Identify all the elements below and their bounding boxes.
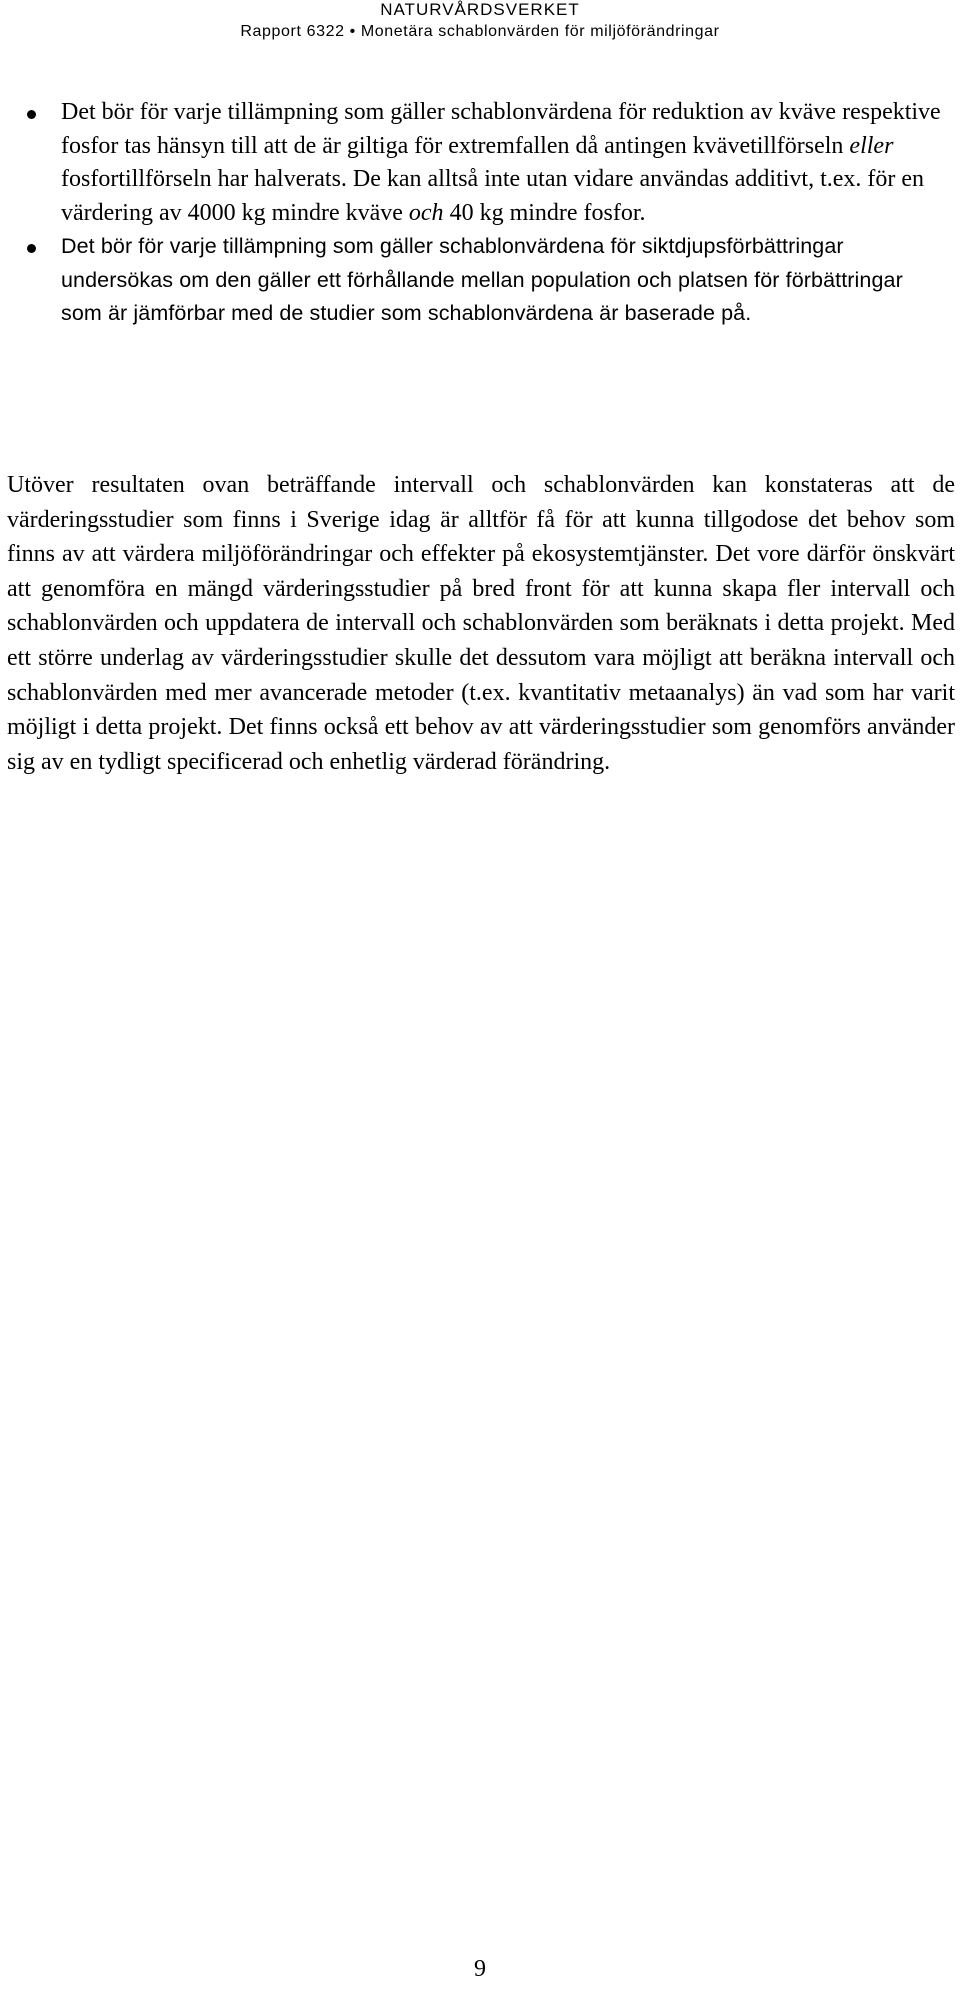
bullet-text: [61, 96, 941, 230]
bullet-item: [0, 96, 941, 230]
bullet-list: [0, 96, 960, 331]
bullet-text-segment: 40 kg mindre fosfor.: [443, 199, 646, 226]
body-paragraph: Utöver resultaten ovan beträffande intervall och schablonvärden kan konstateras att de värderingsstudier som finns i Sverige idag är alltför få för att kunna tillgodose det behov som finns av att värdera miljöförändringar och effekter på ekosystemtjänster. Det vore därför önskvärt att genomföra en mängd värderingsstudier på bred front för att kunna skapa fler intervall och schablonvärden och uppdatera de intervall och schablonvärden som beräknats i detta projekt. Med ett större underlag av värderingsstudier skulle det dessutom vara möjligt att beräkna intervall och schablonvärden med mer avancerade metoder (t.ex. kvantitativ metaanalys) än vad som har varit möjligt i detta projekt. Det finns också ett behov av att värderingsstudier som genomförs använder sig av en tydligt specificerad och enhetlig värderad förändring.: [7, 472, 955, 775]
page-number: 9: [474, 1956, 486, 1982]
header-organization: NATURVÅRDSVERKET: [380, 0, 580, 19]
bullet-dot-icon: [27, 110, 36, 119]
header-report-line: Rapport 6322 • Monetära schablonvärden för miljöförändringar: [240, 23, 720, 40]
bullet-item: [0, 230, 941, 331]
bullet-text-segment: Det bör för varje tillämpning som gäller schablonvärdena för reduktion av kväve respektive fosfor tas hänsyn till att de är giltiga för extremfallen då antingen kvävetillförseln: [61, 99, 941, 159]
bullet-text: Det bör för varje tillämpning som gäller schablonvärdena för siktdjupsförbättringar undersökas om den gäller ett förhållande mellan population och platsen för förbättringar som är jämförbar med de studier som schablonvärdena är baserade på.: [61, 234, 903, 325]
bullet-text-segment: fosfortillförseln har halverats. De kan alltså inte utan vidare användas additivt, t.ex. för en värdering av 4000 kg mindre kväve: [61, 166, 925, 226]
bullet-dot-icon: [27, 244, 36, 253]
bullet-text-emphasis: eller: [849, 132, 894, 159]
bullet-text-emphasis: och: [408, 199, 444, 226]
